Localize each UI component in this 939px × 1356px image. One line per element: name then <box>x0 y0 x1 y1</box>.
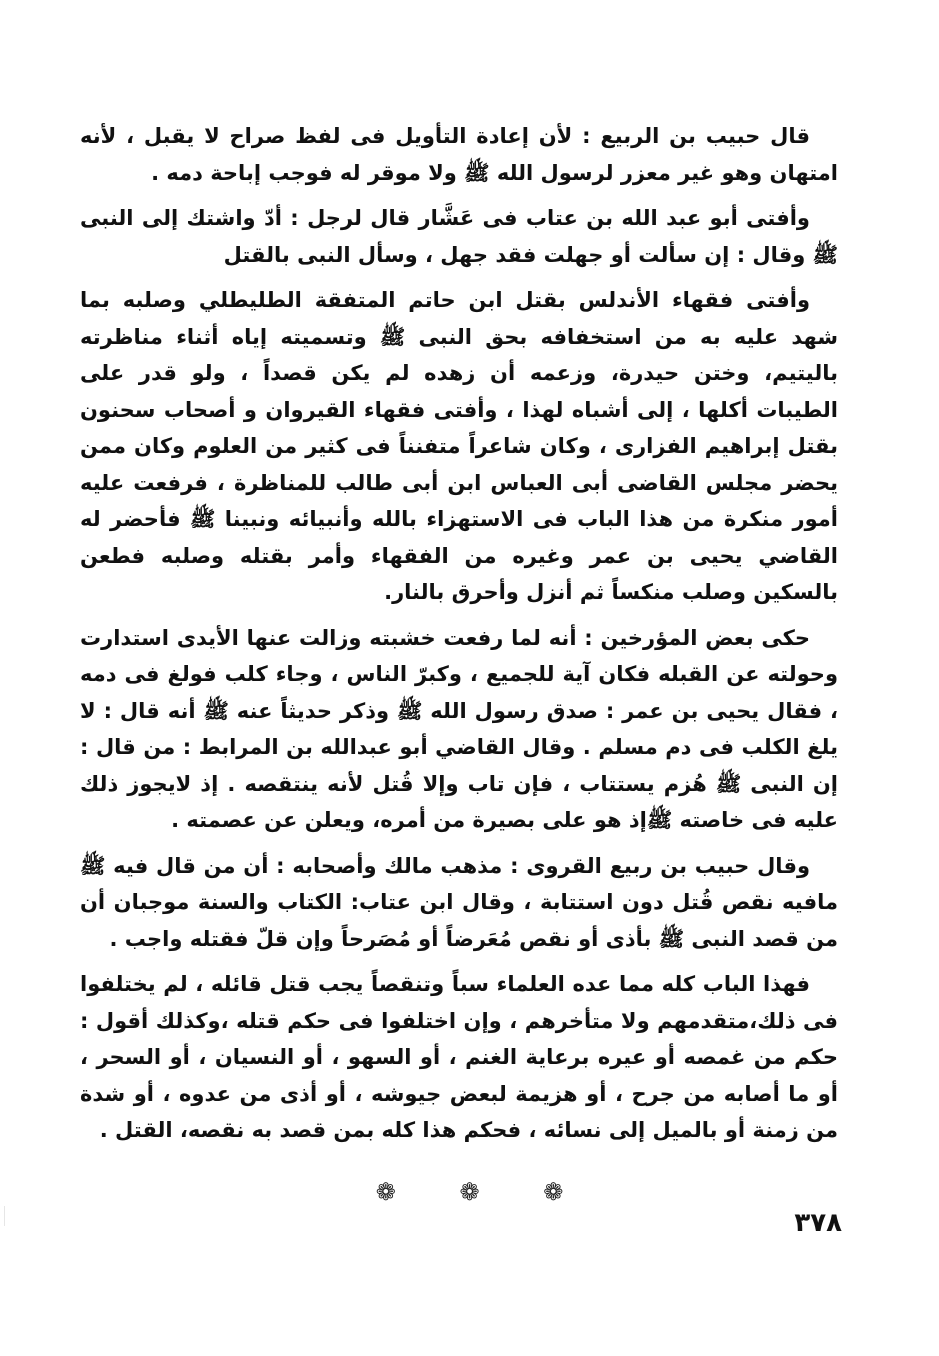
paragraph-3: وأفتى فقهاء الأندلس بقتل ابن حاتم المتفقة الطليطلي وصلبه بما شهد عليه به من استخفافه بحق النبى ﷺ وتسميته إياه أثناء مناظرته باليتيم، وختن حيدرة، وزعمه أن زهده لم يكن قصداً ، ولو قدر على الطيبات أكلها ، إلى أشباه لهذا ، وأفتى فقهاء القيروان و أصحاب سحنون بقتل إبراهيم الفزارى ، وكان شاعراً متفنناً فى كثير من العلوم وكان ممن يحضر مجلس القاضى أبى العباس ابن أبى طالب للمناظرة ، فرفعت عليه أمور منكرة من هذا الباب فى الاستهزاء بالله وأنبيائه ونبينا ﷺ فأحضر له القاضي يحيى بن عمر وغيره من الفقهاء وأمر بقتله وصلبه فطعن بالسكين وصلب منكساً ثم أنزل وأحرق بالنار. <box>80 288 838 604</box>
scan-edge-mark <box>4 1206 11 1226</box>
page-number: ٣٧٨ <box>794 1208 842 1238</box>
section-divider <box>0 1178 939 1206</box>
paragraph-2: وأفتى أبو عبد الله بن عتاب فى عَشَّار قال لرجل : أدّ واشتك إلى النبى ﷺ وقال : إن سألت أو جهلت فقد جهل ، وسأل النبى بالقتل <box>80 206 838 267</box>
flower-ornament-icon: ❁ <box>543 1178 564 1206</box>
paragraph-5: وقال حبيب بن ربيع القروى : مذهب مالك وأصحابه : أن من قال فيه ﷺ مافيه نقص قُتل دون استتابة ، وقال ابن عتاب: الكتاب والسنة موجبان أن من قصد النبى ﷺ بأذى أو نقص مُعَرضاً أو مُصَرحاً وإن قلّ فقتله واجب . <box>80 853 838 951</box>
flower-ornament-icon: ❁ <box>459 1178 480 1206</box>
paragraph-4: حكى بعض المؤرخين : أنه لما رفعت خشبته وزالت عنها الأيدى استدارت وحولته عن القبله فكان آية للجميع ، وكبرّ الناس ، وجاء كلب فولغ فى دمه ، فقال يحيى بن عمر : صدق رسول الله ﷺ وذكر حديثاً عنه ﷺ أنه قال : لا يلغ الكلب فى دم مسلم . وقال القاضي أبو عبدالله بن المرابط : من قال : إن النبى ﷺ هُزم يستتاب ، فإن تاب وإلا قُتل لأنه ينتقصه . إذ لايجوز ذلك عليه فى خاصته ﷺإذ هو على بصيرة من أمره، ويعلن عن عصمته . <box>80 625 838 832</box>
flower-ornament-icon: ❁ <box>375 1178 396 1206</box>
page-body <box>80 118 838 1158</box>
paragraph-6: فهذا الباب كله مما عده العلماء سباً وتنقصاً يجب قتل قائله ، لم يختلفوا فى ذلك،متقدمهم ولا متأخرهم ، وإن اختلفوا فى حكم قتله ،وكذلك أقول : حكم من غمصه أو عيره برعاية الغنم ، أو السهو ، أو النسيان ، أو السحر ، أو ما أصابه من جرح ، أو هزيمة لبعض جيوشه ، أو أذى من عدوه ، أو شدة من زمنة أو بالميل إلى نسائه ، فحكم هذا كله بمن قصد به نقصه، القتل . <box>80 972 838 1142</box>
paragraph-1: قال حبيب بن الربيع : لأن إعادة التأويل فى لفظ صراح لا يقبل ، لأنه امتهان وهو غير معزر لرسول الله ﷺ ولا موقر له فوجب إباحة دمه . <box>80 124 838 185</box>
